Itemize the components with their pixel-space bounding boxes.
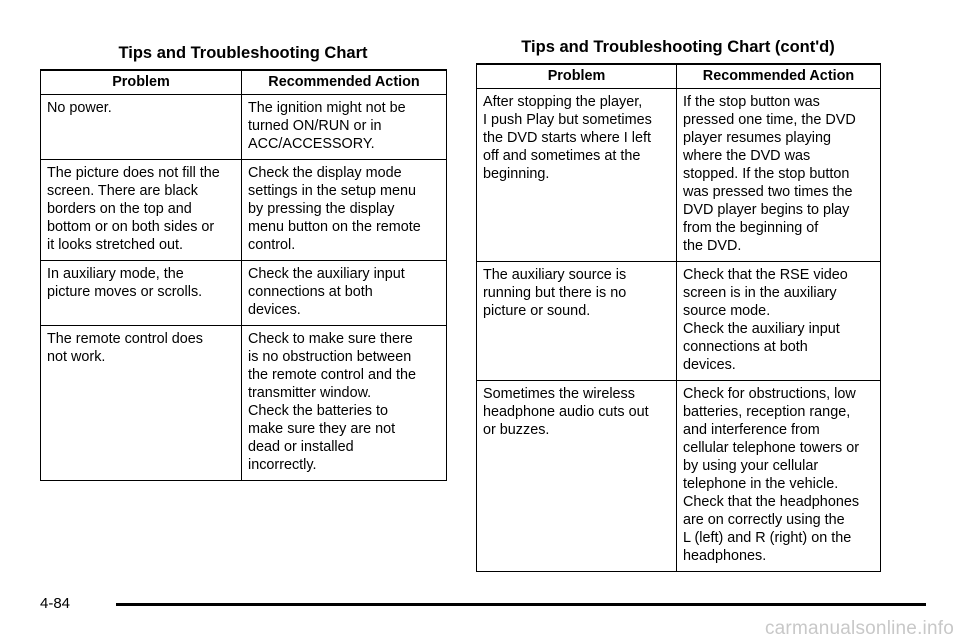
action-cell: Check the auxiliary input connections at both devices.	[242, 261, 447, 326]
left-troubleshooting-table	[40, 69, 447, 481]
action-cell: If the stop button was pressed one time, the DVD player resumes playing where the DVD was stopped. If the stop button was pressed two times the DVD player begins to play from the beginning of the DVD.	[677, 89, 881, 262]
problem-cell: No power.	[41, 95, 242, 160]
problem-cell: The remote control does not work.	[41, 326, 242, 481]
table-header-row	[477, 64, 881, 89]
table-row	[477, 381, 881, 572]
table-header-row	[41, 70, 447, 95]
table-row	[41, 160, 447, 261]
action-cell: Check the display mode settings in the setup menu by pressing the display menu button on the remote control.	[242, 160, 447, 261]
right-chart-title: Tips and Troubleshooting Chart (cont'd)	[521, 38, 835, 56]
problem-cell: Sometimes the wireless headphone audio cuts out or buzzes.	[477, 381, 677, 572]
column-header-problem: Problem	[477, 64, 677, 89]
left-chart-title: Tips and Troubleshooting Chart	[118, 44, 368, 62]
problem-cell: The picture does not fill the screen. There are black borders on the top and bottom or on both sides or it looks stretched out.	[41, 160, 242, 261]
problem-cell: After stopping the player, I push Play but sometimes the DVD starts where I left off and sometimes at the beginning.	[477, 89, 677, 262]
problem-cell: In auxiliary mode, the picture moves or scrolls.	[41, 261, 242, 326]
page-footer	[40, 593, 888, 615]
action-cell: Check that the RSE video screen is in the auxiliary source mode. Check the auxiliary input connections at both devices.	[677, 262, 881, 381]
action-cell: The ignition might not be turned ON/RUN or in ACC/ACCESSORY.	[242, 95, 447, 160]
table-row	[41, 261, 447, 326]
action-cell: Check for obstructions, low batteries, reception range, and interference from cellular telephone towers or by using your cellular telephone in the vehicle. Check that the headphones are on correctly using the L (left) and R (right) on the headphones.	[677, 381, 881, 572]
table-row	[477, 89, 881, 262]
watermark: carmanualsonline.info	[764, 618, 954, 639]
action-cell: Check to make sure there is no obstruction between the remote control and the transmitter window. Check the batteries to make sure they are not dead or installed incorrectly.	[242, 326, 447, 481]
left-chart-section	[40, 44, 446, 481]
table-row	[477, 262, 881, 381]
column-header-action: Recommended Action	[242, 70, 447, 95]
column-header-action: Recommended Action	[677, 64, 881, 89]
table-row	[41, 95, 447, 160]
right-chart-section	[476, 38, 880, 572]
table-row	[41, 326, 447, 481]
page-number: 4-84	[40, 595, 71, 612]
problem-cell: The auxiliary source is running but there is no picture or sound.	[477, 262, 677, 381]
footer-divider	[116, 603, 926, 606]
right-troubleshooting-table	[476, 63, 881, 572]
column-header-problem: Problem	[41, 70, 242, 95]
